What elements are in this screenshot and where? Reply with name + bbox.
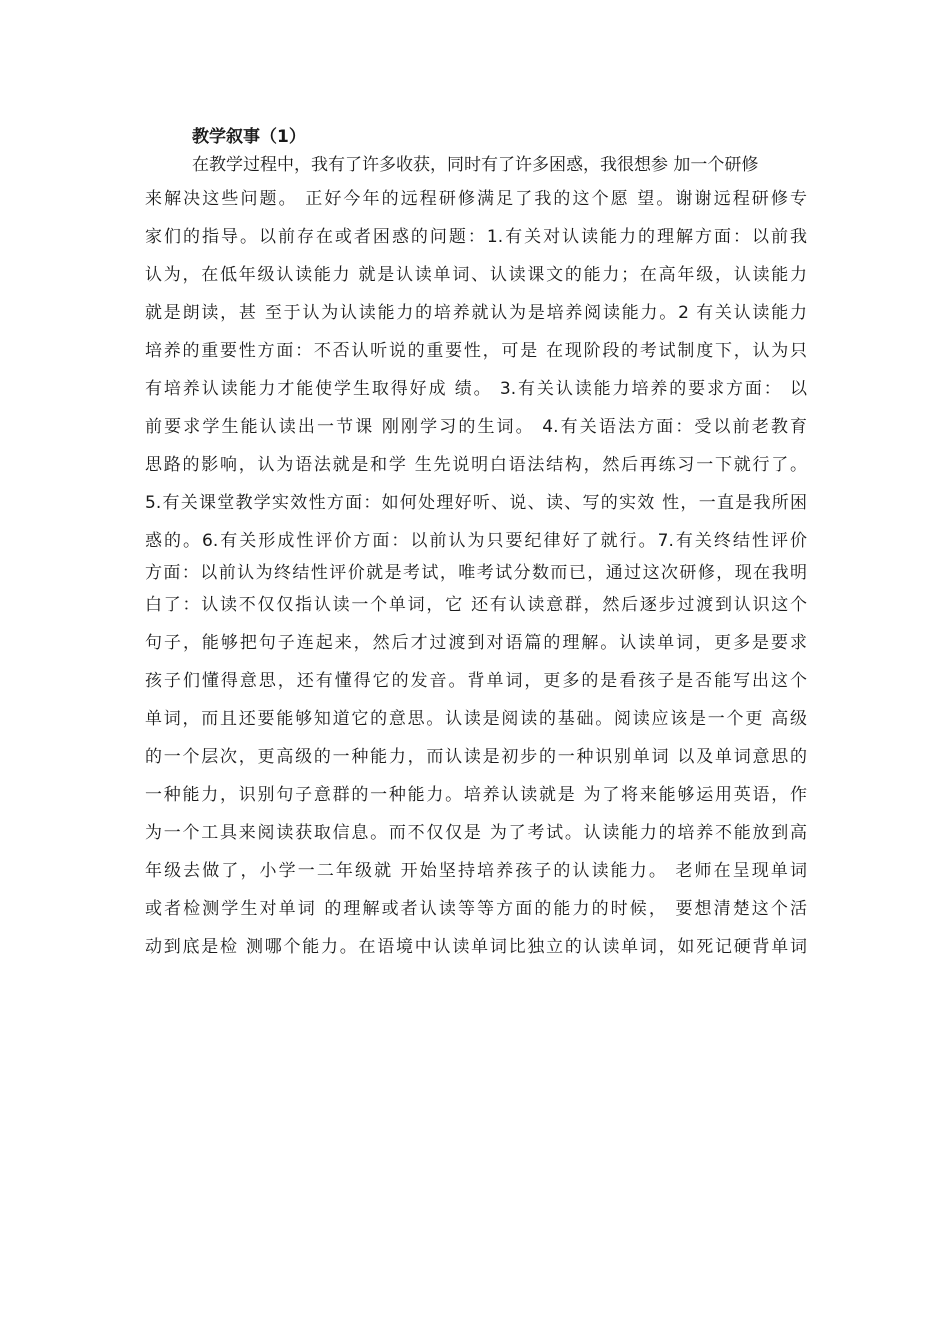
- text-line: 认为，在低年级认读能力 就是认读单词、认读课文的能力；在高年级，认读能力: [145, 265, 807, 285]
- text-line: 孩子们懂得意思，还有懂得它的发音。背单词，更多的是看孩子是否能写出这个: [145, 671, 807, 691]
- text-line: 在教学过程中，我有了许多收获，同时有了许多困惑，我很想参 加一个研修: [192, 155, 759, 175]
- text-line: 就是朗读，甚 至于认为认读能力的培养就认为是培养阅读能力。2 有关认读能力: [145, 303, 807, 323]
- text-line: 惑的。6.有关形成性评价方面：以前认为只要纪律好了就行。7.有关终结性评价: [145, 531, 807, 551]
- text-line: 动到底是检 测哪个能力。在语境中认读单词比独立的认读单词，如死记硬背单词: [145, 937, 807, 957]
- text-line: 一种能力，识别句子意群的一种能力。培养认读就是 为了将来能够运用英语，作: [145, 785, 807, 805]
- text-line: 句子，能够把句子连起来，然后才过渡到对语篇的理解。认读单词，更多是要求: [145, 633, 807, 653]
- text-line: 家们的指导。以前存在或者困惑的问题：1.有关对认读能力的理解方面：以前我: [145, 227, 807, 247]
- text-line: 方面：以前认为终结性评价就是考试，唯考试分数而已，通过这次研修，现在我明: [145, 563, 807, 583]
- text-line: 白了：认读不仅仅指认读一个单词，它 还有认读意群，然后逐步过渡到认识这个: [145, 595, 807, 615]
- text-line: 年级去做了，小学一二年级就 开始坚持培养孩子的认读能力。 老师在呈现单词: [145, 861, 807, 881]
- text-line: 为一个工具来阅读获取信息。而不仅仅是 为了考试。认读能力的培养不能放到高: [145, 823, 807, 843]
- text-line: 培养的重要性方面：不否认听说的重要性，可是 在现阶段的考试制度下，认为只: [145, 341, 807, 361]
- text-line: 单词，而且还要能够知道它的意思。认读是阅读的基础。阅读应该是一个更 高级: [145, 709, 807, 729]
- text-line: 前要求学生能认读出一节课 刚刚学习的生词。 4.有关语法方面：受以前老教育: [145, 417, 807, 437]
- text-line: 5.有关课堂教学实效性方面：如何处理好听、说、读、写的实效 性，一直是我所困: [145, 493, 807, 513]
- text-line: 思路的影响，认为语法就是和学 生先说明白语法结构，然后再练习一下就行了。: [145, 455, 807, 475]
- document-title: 教学叙事（1）: [192, 127, 306, 147]
- text-line: 或者检测学生对单词 的理解或者认读等等方面的能力的时候， 要想清楚这个活: [145, 899, 807, 919]
- document-body: [145, 124, 807, 966]
- text-line: 来解决这些问题。 正好今年的远程研修满足了我的这个愿 望。谢谢远程研修专: [145, 189, 807, 209]
- text-line: 有培养认读能力才能使学生取得好成 绩。 3.有关认读能力培养的要求方面： 以: [145, 379, 807, 399]
- text-line: 的一个层次，更高级的一种能力，而认读是初步的一种识别单词 以及单词意思的: [145, 747, 807, 767]
